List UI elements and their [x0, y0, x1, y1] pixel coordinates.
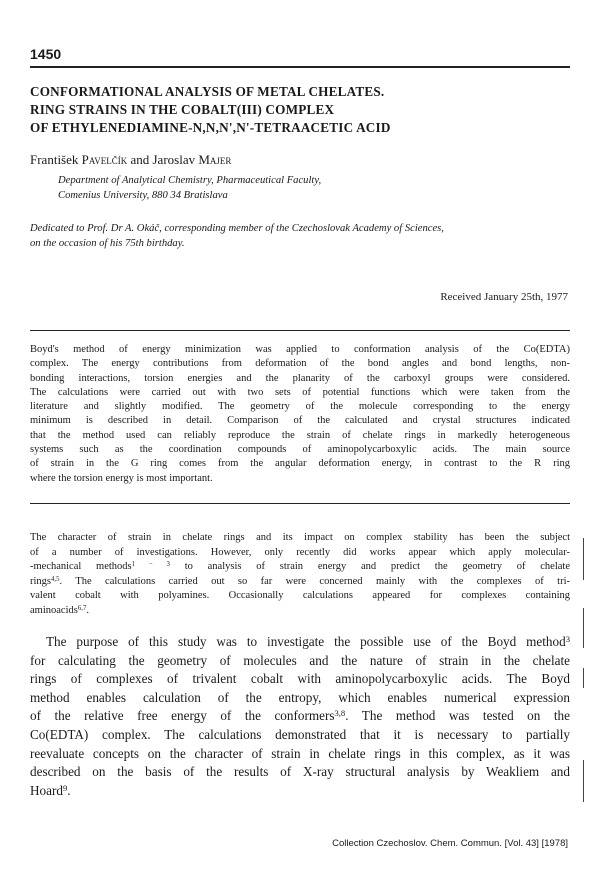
citation-ref: 9 — [62, 782, 68, 793]
intro-text: rings — [30, 575, 51, 587]
intro-paragraph — [30, 531, 570, 619]
abstract-line: The calculations were carried out with two sets of potential functions which were taken from the — [30, 386, 570, 398]
page-number: 1450 — [30, 46, 62, 62]
abstract-line: where the torsion energy is most important. — [30, 472, 213, 484]
body-line: reevaluate concepts on the character of strain in chelate rings in this complex, as it was — [30, 745, 570, 761]
body-text: . The method was tested on the — [345, 708, 570, 724]
body-line — [30, 782, 570, 801]
citation-ref: 6,7 — [77, 604, 87, 612]
article-title — [30, 83, 570, 137]
intro-line — [30, 560, 570, 575]
abstract-line: literature and slightly modified. The geometry of the molecule corresponding to the energy — [30, 401, 570, 413]
affiliation — [58, 174, 321, 203]
body-line — [30, 707, 570, 726]
dedication — [30, 222, 570, 251]
author-conjunction: and — [130, 152, 150, 167]
abstract — [30, 343, 570, 486]
intro-text: to analysis of strain energy and predict the geometry of chelate — [169, 561, 570, 573]
body-text: of the relative free energy of the conformers — [30, 708, 335, 724]
title-line: CONFORMATIONAL ANALYSIS OF METAL CHELATES. — [30, 84, 385, 99]
body-line: Co(EDTA) complex. The calculations demonstrated that it is necessary to partially — [30, 726, 570, 742]
author1-last-name: Pavelčík — [81, 152, 128, 167]
margin-mark — [583, 608, 584, 648]
citation-ref: 4,5 — [51, 575, 60, 583]
body-text: The purpose of this study was to investigate the possible use of the Boyd method — [46, 634, 566, 649]
body-line: method enables calculation of the entropy, which enables numerical expression — [30, 689, 570, 705]
intro-line — [30, 604, 570, 619]
citation-ref: 3,8 — [334, 708, 346, 719]
abstract-line: bonding interactions, torsion energies and the planarity of the carboxyl groups were considered. — [30, 372, 570, 384]
body-text: . — [67, 782, 71, 798]
margin-mark — [583, 760, 584, 802]
author1-first-name: František — [30, 152, 79, 167]
body-line — [30, 633, 570, 652]
abstract-line: Boyd's method of energy minimization was applied to conformation analysis of the Co(EDTA) — [30, 344, 570, 355]
intro-text: . — [86, 604, 89, 616]
abstract-bottom-rule — [30, 503, 570, 504]
body-line: for calculating the geometry of molecules and the nature of strain in the chelate — [30, 652, 570, 668]
author2-first-name: Jaroslav — [152, 152, 196, 167]
body-line: rings of complexes of trivalent cobalt with aminopolycarboxylic acids. The Boyd — [30, 671, 570, 687]
margin-mark — [583, 538, 584, 580]
body-text: Hoard — [30, 782, 63, 798]
body-line: described on the basis of the results of X-ray structural analysis by Weakliem and — [30, 764, 570, 780]
author-line — [30, 152, 231, 168]
intro-text: -mechanical methods — [30, 561, 132, 573]
affiliation-line: Department of Analytical Chemistry, Pharmaceutical Faculty, — [58, 175, 322, 186]
journal-footer: Collection Czechoslov. Chem. Commun. [Vol. 43] [1978] — [332, 838, 568, 849]
abstract-line: of strain in the G ring comes from the angular deformation energy, in contrast to the R ring — [30, 458, 570, 470]
intro-text: . The calculations carried out so far were concerned mainly with the complexes of tri- — [59, 575, 570, 587]
abstract-line: complex. The energy contributions from deformation of the bond angles and bond lengths, non- — [30, 358, 570, 370]
affiliation-line: Comenius University, 880 34 Bratislava — [58, 189, 228, 201]
dedication-line: on the occasion of his 75th birthday. — [30, 237, 185, 249]
intro-line: valent cobalt with polyamines. Occasionally calculations appeared for complexes containing — [30, 590, 570, 602]
title-line: RING STRAINS IN THE COBALT(III) COMPLEX — [30, 102, 335, 117]
dedication-line: Dedicated to Prof. Dr A. Okáč, corresponding member of the Czechoslovak Academy of Sciences, — [30, 223, 444, 234]
abstract-line: minimum is described in detail. Comparison of the calculated and crystal structures indicated — [30, 415, 570, 427]
citation-ref: 1 − 3 — [131, 561, 170, 569]
intro-text: aminoacids — [30, 604, 78, 616]
abstract-line: that the method used can reliably reproduce the strain of chelate rings in markedly heterogeneous — [30, 429, 570, 441]
author2-last-name: Majer — [198, 152, 232, 167]
margin-mark — [583, 668, 584, 688]
intro-line: of a number of investigations. However, only recently did works appear which apply molecular- — [30, 546, 570, 558]
received-date: Received January 25th, 1977 — [440, 291, 568, 303]
intro-line — [30, 575, 570, 590]
citation-ref: 3 — [565, 634, 570, 645]
intro-line: The character of strain in chelate rings and its impact on complex stability has been the subject — [30, 532, 570, 543]
body-paragraph — [30, 633, 570, 800]
abstract-top-rule — [30, 330, 570, 331]
header-rule — [30, 66, 570, 68]
abstract-line: systems such as the coordination compounds of aminopolycarboxylic acids. The main source — [30, 444, 570, 456]
title-line: OF ETHYLENEDIAMINE-N,N,N',N'-TETRAACETIC ACID — [30, 120, 391, 135]
